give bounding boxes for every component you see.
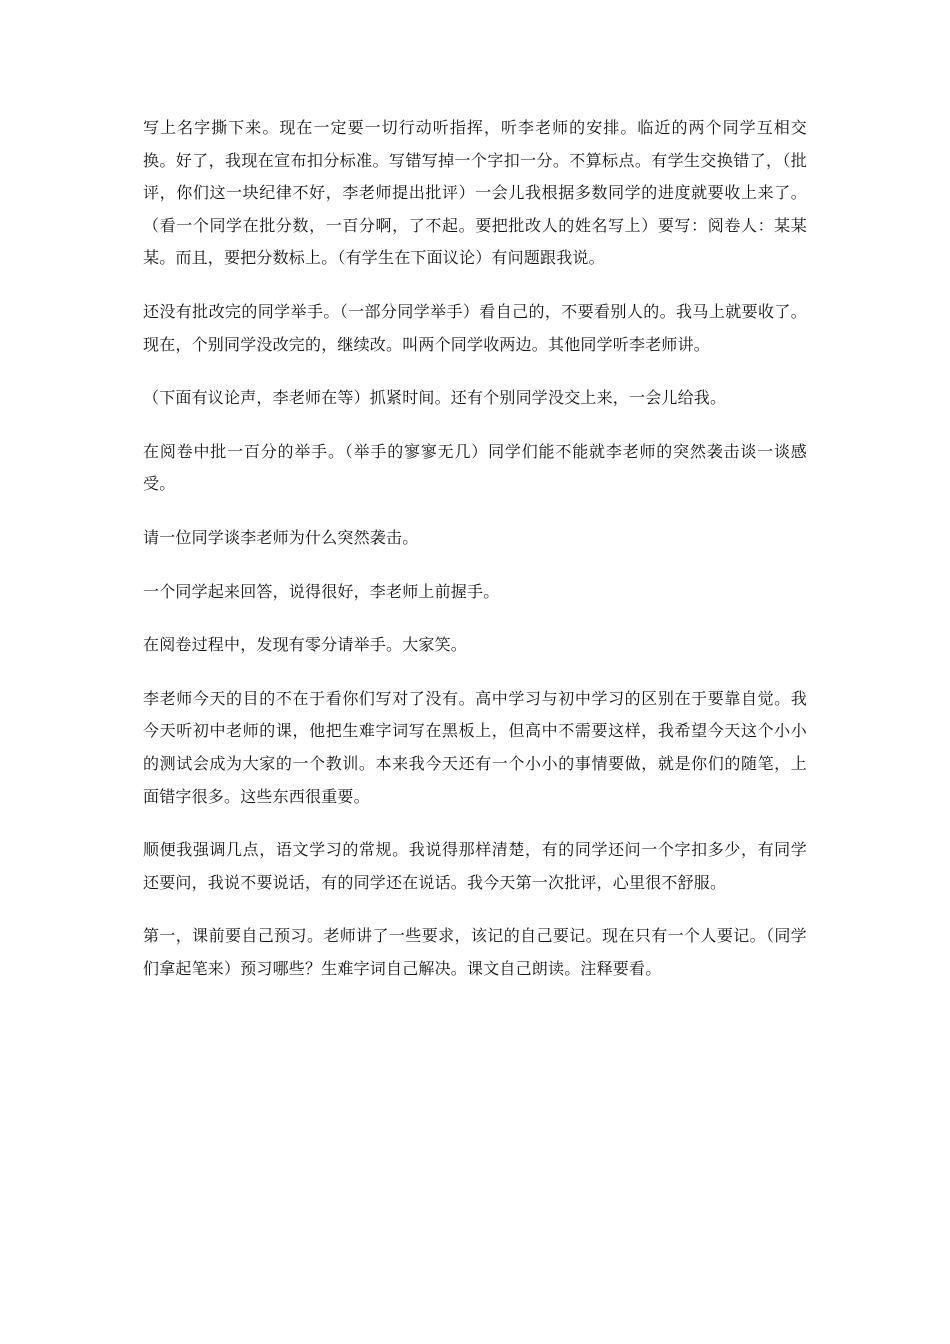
- paragraph-3: （下面有议论声，李老师在等）抓紧时间。还有个别同学没交上来，一会儿给我。: [143, 388, 727, 408]
- paragraph-9: 顺便我强调几点，语文学习的常规。我说得那样清楚，有的同学还问一个字扣多少，有同学还要问，我说不要说话，有的同学还在说话。我今天第一次批评，心里很不舒服。: [143, 840, 807, 892]
- paragraph-6: 一个同学起来回答，说得很好，李老师上前握手。: [143, 581, 500, 601]
- paragraph-8: 李老师今天的目的不在于看你们写对了没有。高中学习与初中学习的区别在于要靠自觉。我今天听初中老师的课，他把生难字词写在黑板上，但高中不需要这样，我希望今天这个小小的测试会成为大家的一个教训。本来我今天还有一个小小的事情要做，就是你们的随笔，上面错字很多。这些东西很重要。: [143, 688, 807, 806]
- paragraph-7: 在阅卷过程中，发现有零分请举手。大家笑。: [143, 635, 468, 655]
- document-body: [143, 112, 807, 1006]
- paragraph-10: 第一，课前要自己预习。老师讲了一些要求，该记的自己要记。现在只有一个人要记。（同学们拿起笔来）预习哪些？生难字词自己解决。课文自己朗读。注释要看。: [143, 926, 807, 978]
- paragraph-2: 还没有批改完的同学举手。（一部分同学举手）看自己的，不要看别人的。我马上就要收了。现在，个别同学没改完的，继续改。叫两个同学收两边。其他同学听李老师讲。: [143, 301, 807, 354]
- paragraph-1: 写上名字撕下来。现在一定要一切行动听指挥，听李老师的安排。临近的两个同学互相交换。好了，我现在宣布扣分标准。写错写掉一个字扣一分。不算标点。有学生交换错了，（批评，你们这一块纪律不好，李老师提出批评）一会儿我根据多数同学的进度就要收上来了。（看一个同学在批分数，一百分啊，了不起。要把批改人的姓名写上）要写：阅卷人：某某某。而且，要把分数标上。（有学生在下面议论）有问题跟我说。: [143, 118, 807, 268]
- paragraph-4: 在阅卷中批一百分的举手。（举手的寥寥无几）同学们能不能就李老师的突然袭击谈一谈感受。: [143, 441, 807, 494]
- paragraph-5: 请一位同学谈李老师为什么突然袭击。: [143, 527, 419, 547]
